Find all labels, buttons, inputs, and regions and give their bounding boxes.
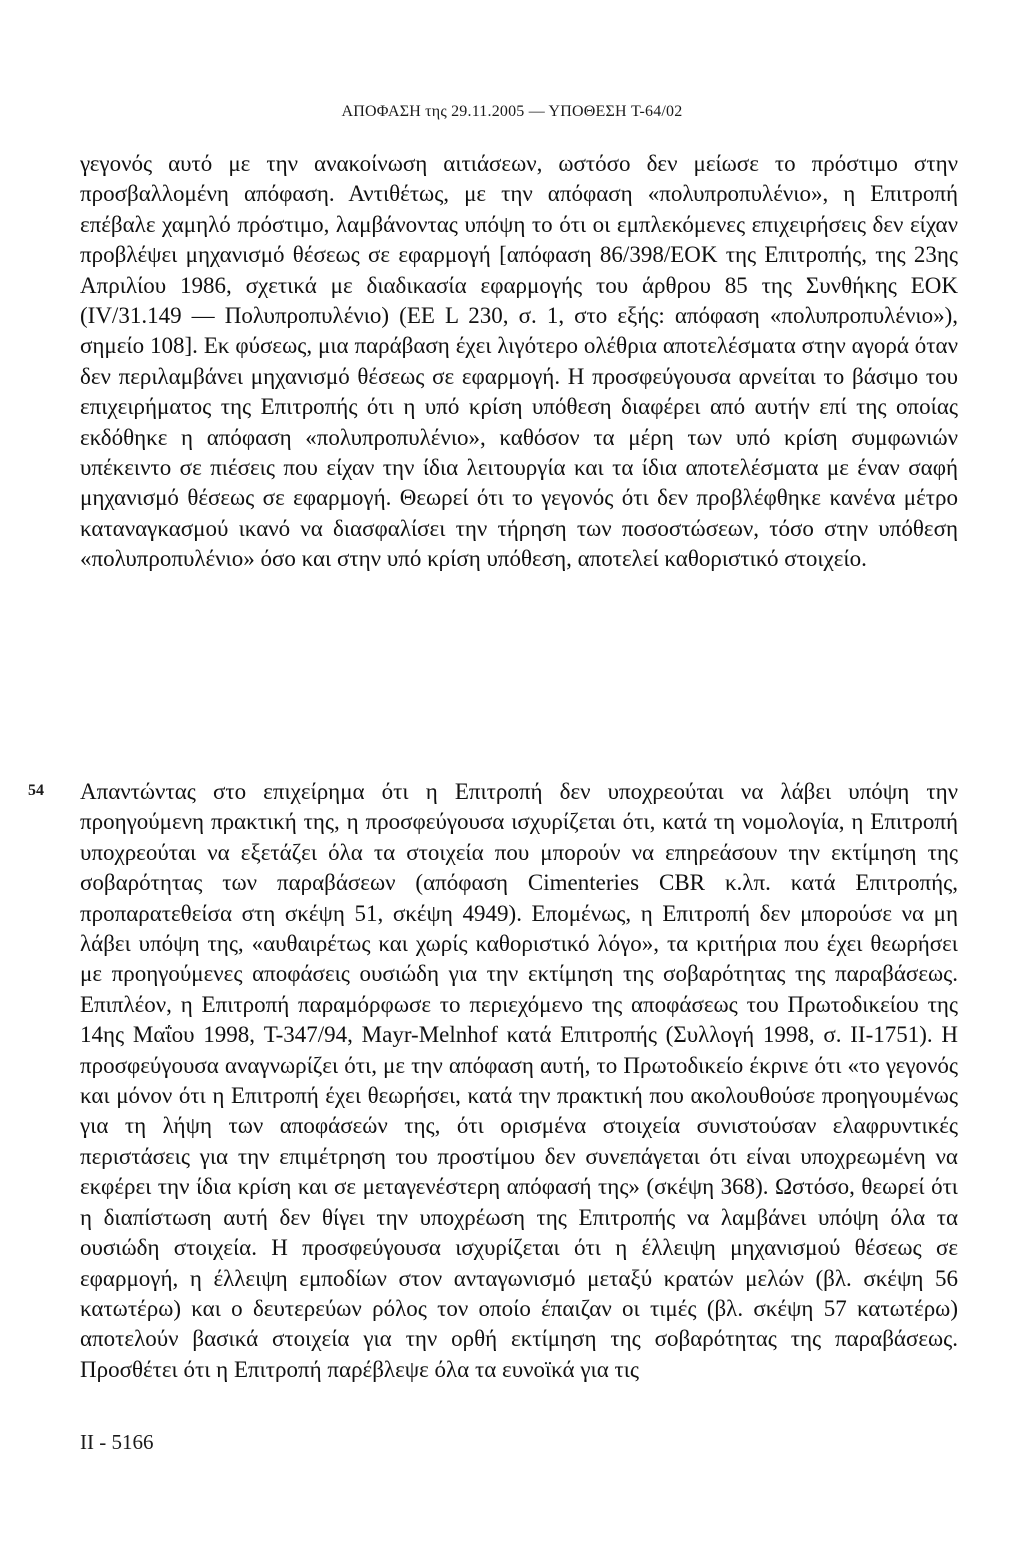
page-number: II - 5166 [80, 1430, 154, 1454]
running-header: ΑΠΟΦΑΣΗ της 29.11.2005 — ΥΠΟΘΕΣΗ T-64/02 [341, 103, 683, 120]
paragraph-continuation: γεγονός αυτό με την ανακοίνωση αιτιάσεων, ωστόσο δεν μείωσε το πρόστιμο στην προσβαλλομένη απόφαση. Αντιθέτως, με την απόφαση «πολυπροπυλένιο», η Επιτροπή επέβαλε χαμηλό πρόστιμο, λαμβάνοντας υπόψη το ότι οι εμπλεκόμενες επιχειρήσεις δεν είχαν προβλέψει μηχανισμό θέσεως σε εφαρμογή [απόφαση 86/398/ΕΟΚ της Επιτροπής, της 23ης Απριλίου 1986, σχετικά με διαδικασία εφαρμογής του άρθρου 85 της Συνθήκης ΕΟΚ (IV/31.149 — Πολυπροπυλένιο) (ΕΕ L 230, σ. 1, στο εξής: απόφαση «πολυπροπυλένιο»), σημείο 108]. Εκ φύσεως, μια παράβαση έχει λιγότερο ολέθρια αποτελέσματα στην αγορά όταν δεν περιλαμβάνει μηχανισμό θέσεως σε εφαρμογή. Η προσφεύγουσα αρνείται το βάσιμο του επιχειρήματος της Επιτροπής ότι η υπό κρίση υπόθεση διαφέρει από αυτήν επί της οποίας εκδόθηκε η απόφαση «πολυπροπυλένιο», καθόσον τα μέρη των υπό κρίση συμφωνιών υπέκειντο σε πιέσεις που είχαν την ίδια λειτουργία και τα ίδια αποτελέσματα με έναν σαφή μηχανισμό θέσεως σε εφαρμογή. Θεωρεί ότι το γεγονός ότι δεν προβλέφθηκε κανένα μέτρο καταναγκασμού ικανό να διασφαλίσει την τήρηση των ποσοστώσεων, τόσο στην υπόθεση «πολυπροπυλένιο» όσο και στην υπό κρίση υπόθεση, αποτελεί καθοριστικό στοιχείο. [80, 151, 958, 572]
paragraph-number: 54 [28, 782, 44, 799]
paragraph-54: Απαντώντας στο επιχείρημα ότι η Επιτροπή δεν υποχρεούται να λάβει υπόψη την προηγούμενη πρακτική της, η προσφεύγουσα ισχυρίζεται ότι, κατά τη νομολογία, η Επιτροπή υποχρεούται να εξετάζει όλα τα στοιχεία που μπορούν να επηρεάσουν την εκτίμηση της σοβαρότητας των παραβάσεων (απόφαση Cimenteries CBR κ.λπ. κατά Επιτροπής, προπαρατεθείσα στη σκέψη 51, σκέψη 4949). Επομένως, η Επιτροπή δεν μπορούσε να μη λάβει υπόψη της, «αυθαιρέτως και χωρίς καθοριστικό λόγο», τα κριτήρια που έχει θεωρήσει με προηγούμενες αποφάσεις ουσιώδη για την εκτίμηση της σοβαρότητας της παραβάσεως. Επιπλέον, η Επιτροπή παραμόρφωσε το περιεχόμενο της αποφάσεως του Πρωτοδικείου της 14ης Μαΐου 1998, T-347/94, Mayr-Melnhof κατά Επιτροπής (Συλλογή 1998, σ. II-1751). Η προσφεύγουσα αναγνωρίζει ότι, με την απόφαση αυτή, το Πρωτοδικείο έκρινε ότι «το γεγονός και μόνον ότι η Επιτροπή έχει θεωρήσει, κατά την πρακτική που ακολουθούσε προηγουμένως για τη λήψη των αποφάσεών της, ότι ορισμένα στοιχεία συνιστούσαν ελαφρυντικές περιστάσεις για την επιμέτρηση του προστίμου δεν συνεπάγεται ότι είναι υποχρεωμένη να εκφέρει την ίδια κρίση και σε μεταγενέστερη απόφασή της» (σκέψη 368). Ωστόσο, θεωρεί ότι η διαπίστωση αυτή δεν θίγει την υποχρέωση της Επιτροπής να λαμβάνει υπόψη όλα τα ουσιώδη στοιχεία. Η προσφεύγουσα ισχυρίζεται ότι η έλλειψη μηχανισμού θέσεως σε εφαρμογή, η έλλειψη εμποδίων στον ανταγωνισμό μεταξύ κρατών μελών (βλ. σκέψη 56 κατωτέρω) και ο δευτερεύων ρόλος τον οποίο έπαιζαν οι τιμές (βλ. σκέψη 57 κατωτέρω) αποτελούν βασικά στοιχεία για την ορθή εκτίμηση της σοβαρότητας της παραβάσεως. Προσθέτει ότι η Επιτροπή παρέβλεψε όλα τα ευνοϊκά για τις [80, 779, 958, 1382]
